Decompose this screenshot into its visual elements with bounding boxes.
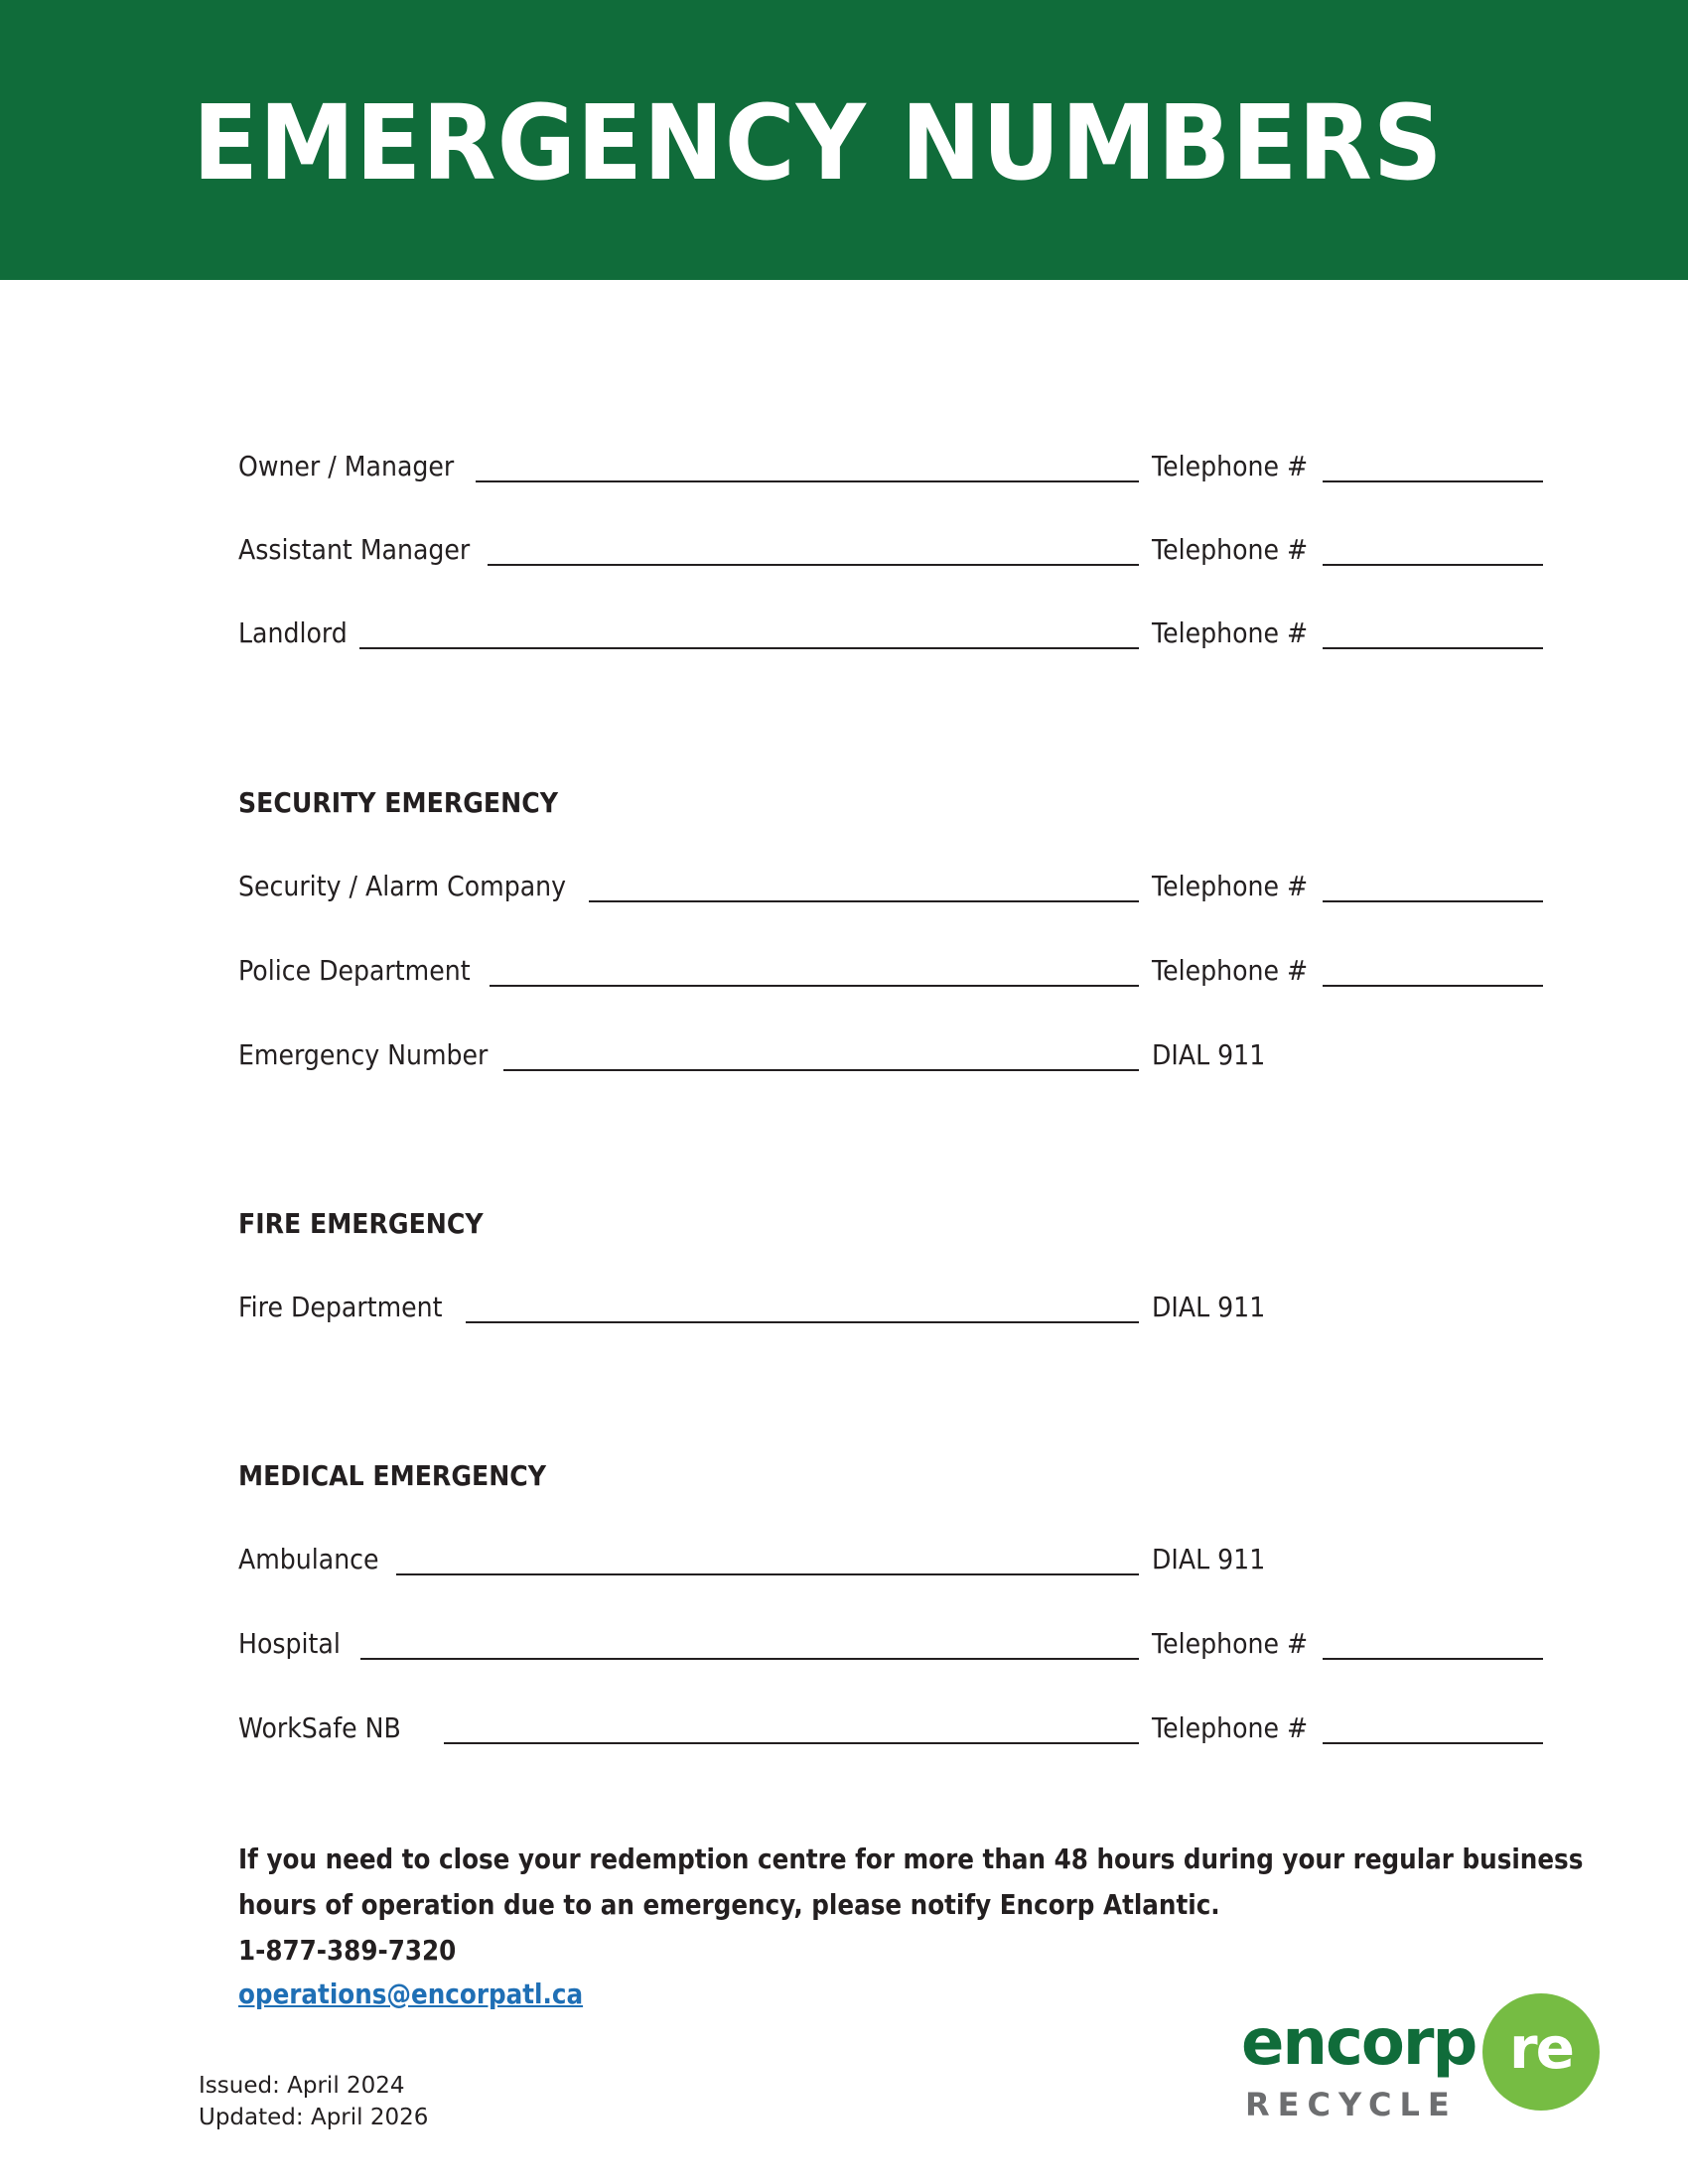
- telephone-label: Telephone #: [1152, 450, 1309, 482]
- form-row-worksafe-nb: [238, 1708, 1543, 1748]
- name-entry-line[interactable]: [476, 480, 1139, 482]
- notice-phone: 1-877-389-7320: [238, 1934, 457, 1967]
- dial-911-text: DIAL 911: [1152, 1543, 1266, 1575]
- name-entry-line[interactable]: [466, 1321, 1139, 1323]
- field-label: Landlord: [238, 619, 351, 647]
- section-heading-medical: MEDICAL EMERGENCY: [238, 1459, 547, 1492]
- field-label: WorkSafe NB: [238, 1714, 404, 1742]
- form-row-owner-manager: [238, 447, 1543, 486]
- name-entry-line[interactable]: [360, 1658, 1139, 1660]
- form-row-hospital: [238, 1624, 1543, 1664]
- field-label: Fire Department: [238, 1294, 446, 1321]
- logo-re-badge-icon: [1482, 1993, 1600, 2111]
- issued-date: Issued: April 2024: [199, 2073, 405, 2099]
- header-banner: [0, 0, 1688, 280]
- logo-badge-text: re: [1509, 2014, 1573, 2082]
- form-row-assistant-manager: [238, 530, 1543, 570]
- field-label: Police Department: [238, 957, 474, 985]
- form-row-ambulance: [238, 1540, 1543, 1579]
- operations-email-link[interactable]: operations@encorpatl.ca: [238, 1978, 584, 2010]
- name-entry-line[interactable]: [444, 1742, 1139, 1744]
- phone-entry-line[interactable]: [1323, 985, 1543, 987]
- telephone-label: Telephone #: [1152, 954, 1309, 987]
- dial-911-text: DIAL 911: [1152, 1291, 1266, 1323]
- logo-wordmark: encorp: [1241, 2006, 1477, 2080]
- name-entry-line[interactable]: [490, 985, 1139, 987]
- name-entry-line[interactable]: [589, 900, 1139, 902]
- phone-entry-line[interactable]: [1323, 564, 1543, 566]
- name-entry-line[interactable]: [488, 564, 1139, 566]
- dial-911-text: DIAL 911: [1152, 1038, 1266, 1071]
- phone-entry-line[interactable]: [1323, 647, 1543, 649]
- field-label: Owner / Manager: [238, 453, 458, 480]
- telephone-label: Telephone #: [1152, 870, 1309, 902]
- logo-tagline: RECYCLE: [1245, 2086, 1458, 2123]
- page-title: EMERGENCY NUMBERS: [193, 82, 1444, 204]
- section-heading-fire: FIRE EMERGENCY: [238, 1207, 484, 1240]
- dates-block: [199, 2070, 428, 2133]
- form-row-police: [238, 951, 1543, 991]
- closure-notice: [238, 1837, 1583, 2015]
- telephone-label: Telephone #: [1152, 1711, 1309, 1744]
- name-entry-line[interactable]: [503, 1069, 1139, 1071]
- name-entry-line[interactable]: [359, 647, 1139, 649]
- section-heading-security: SECURITY EMERGENCY: [238, 786, 558, 819]
- field-label: Security / Alarm Company: [238, 873, 570, 900]
- phone-entry-line[interactable]: [1323, 1658, 1543, 1660]
- form-row-landlord: [238, 614, 1543, 653]
- telephone-label: Telephone #: [1152, 616, 1309, 649]
- phone-entry-line[interactable]: [1323, 1742, 1543, 1744]
- field-label: Emergency Number: [238, 1041, 492, 1069]
- telephone-label: Telephone #: [1152, 1627, 1309, 1660]
- field-label: Assistant Manager: [238, 536, 474, 564]
- form-row-fire-department: [238, 1288, 1543, 1327]
- form-row-security-alarm: [238, 867, 1543, 906]
- name-entry-line[interactable]: [396, 1573, 1139, 1575]
- form-row-emergency-number: [238, 1035, 1543, 1075]
- phone-entry-line[interactable]: [1323, 900, 1543, 902]
- phone-entry-line[interactable]: [1323, 480, 1543, 482]
- notice-line-1: If you need to close your redemption centre for more than 48 hours during your regular business: [238, 1843, 1584, 1875]
- notice-line-2: hours of operation due to an emergency, please notify Encorp Atlantic.: [238, 1888, 1220, 1921]
- field-label: Ambulance: [238, 1546, 382, 1573]
- telephone-label: Telephone #: [1152, 533, 1309, 566]
- field-label: Hospital: [238, 1630, 344, 1658]
- updated-date: Updated: April 2026: [199, 2105, 429, 2130]
